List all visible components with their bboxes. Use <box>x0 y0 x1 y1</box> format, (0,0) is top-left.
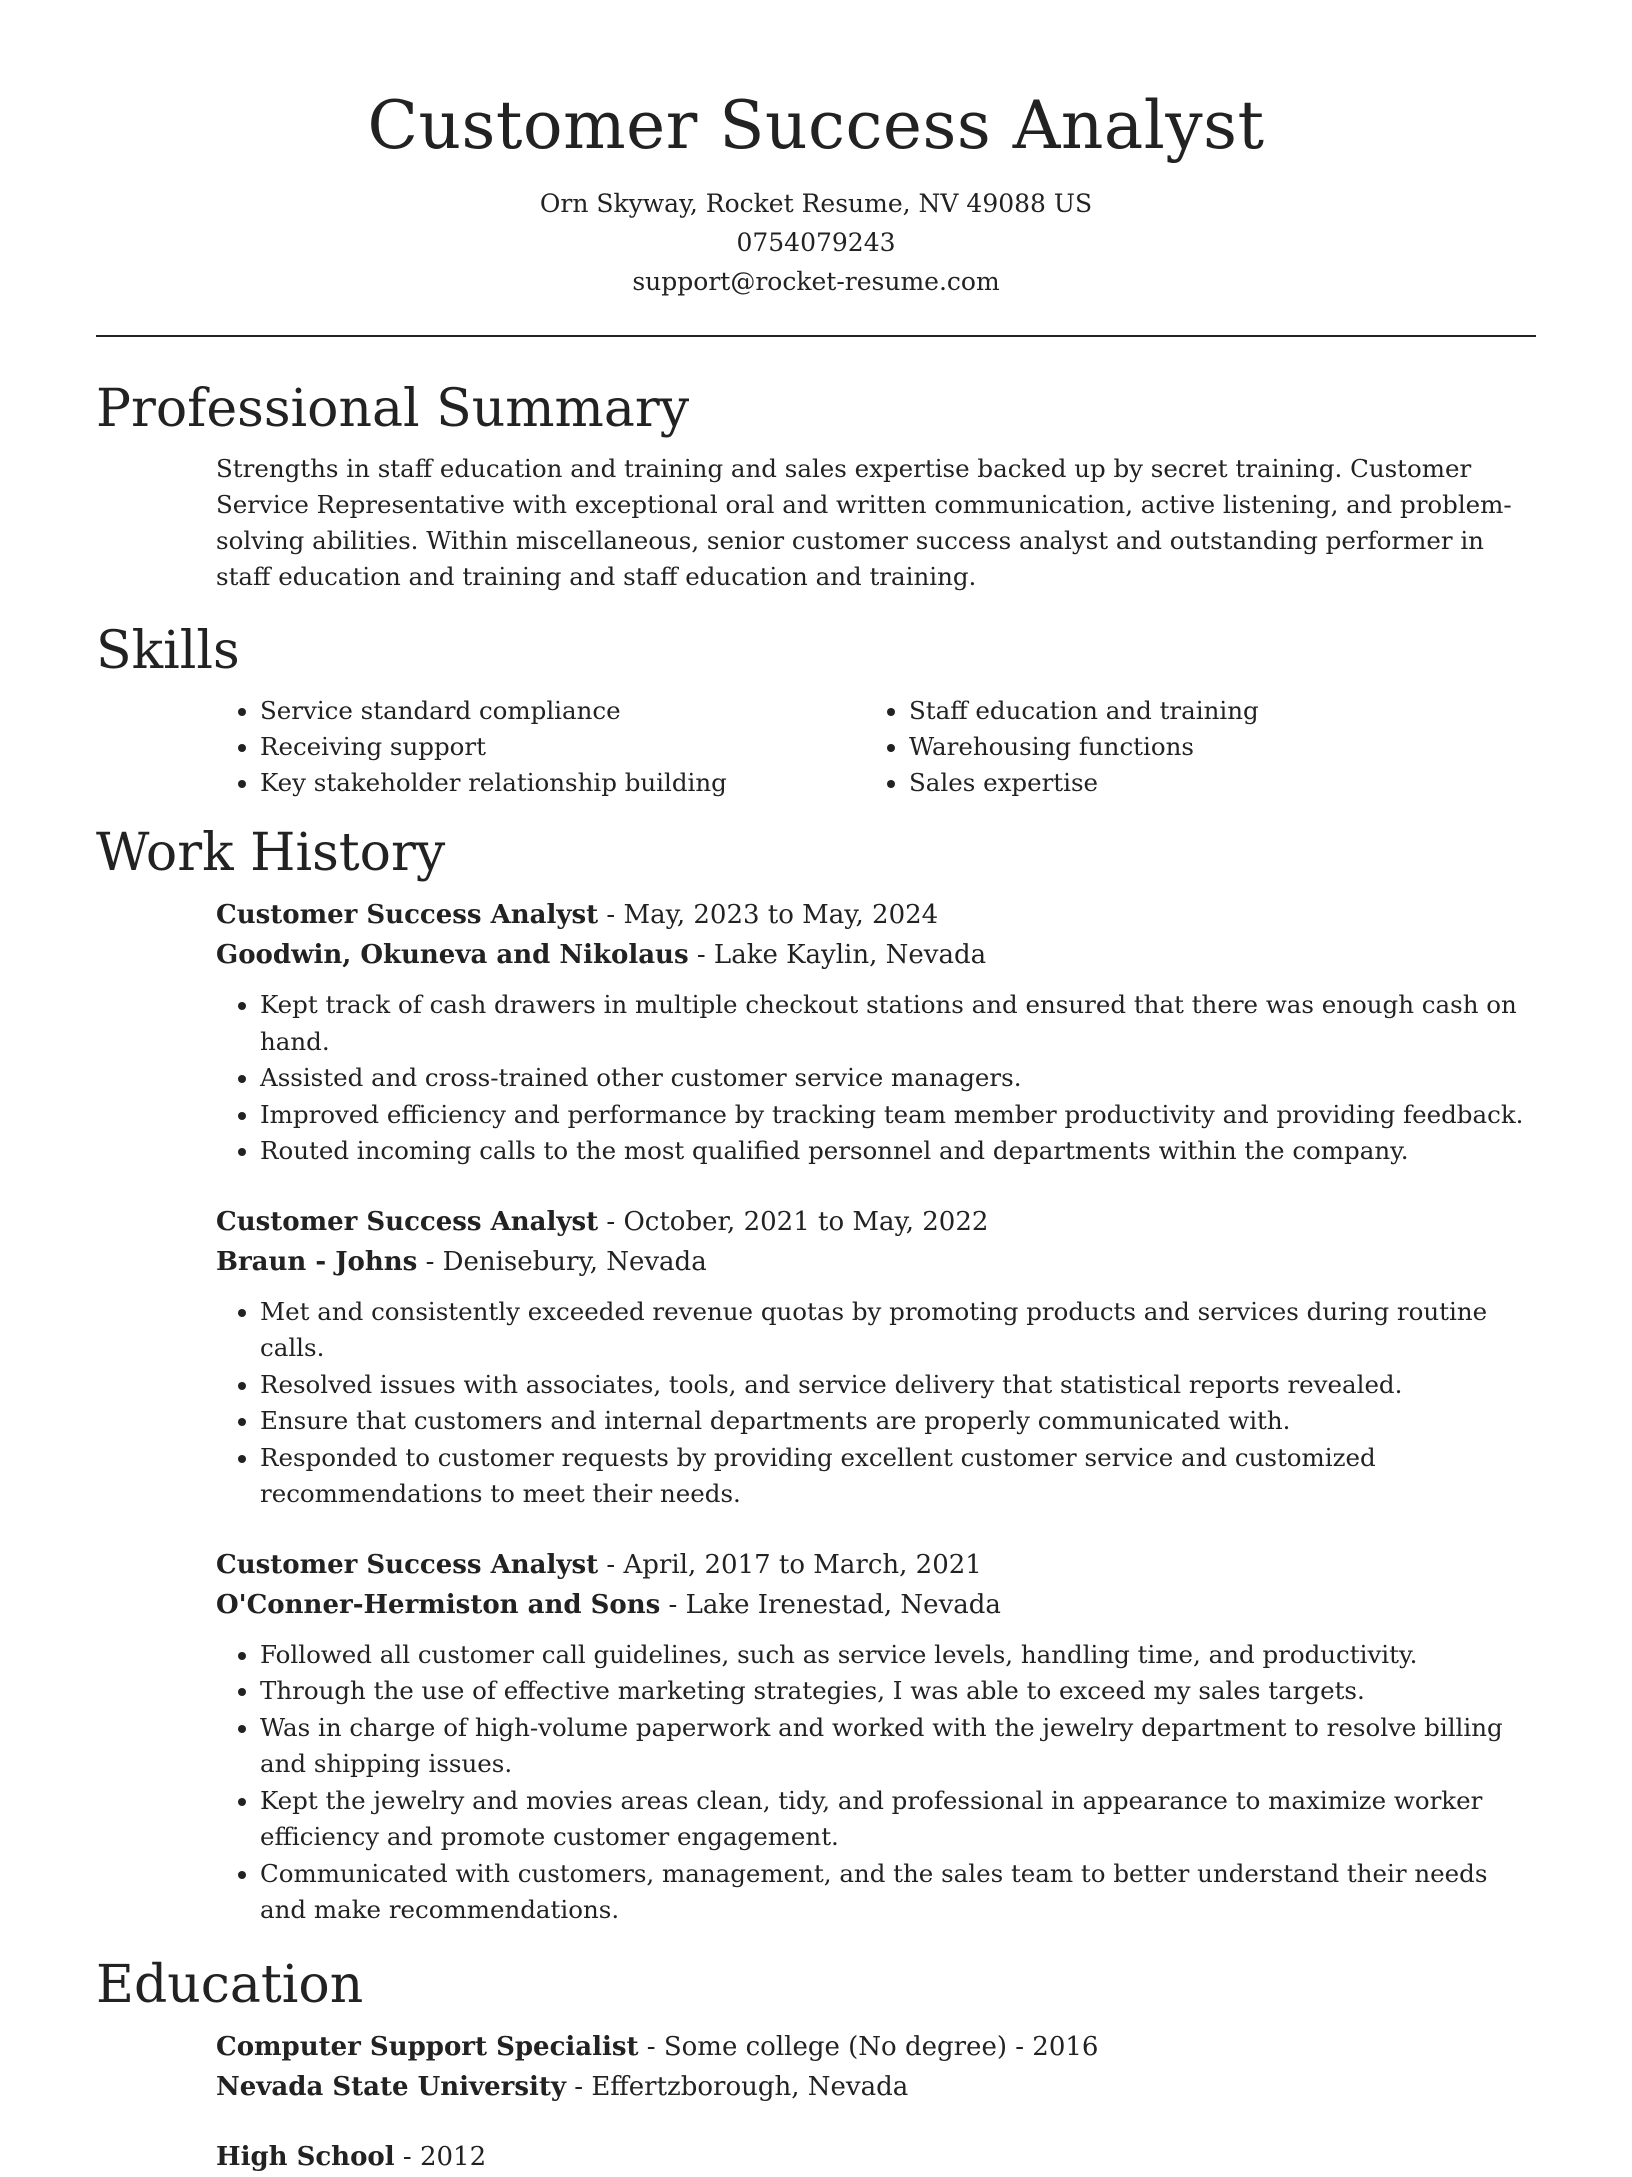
company-location: - Lake Kaylin, Nevada <box>688 940 987 970</box>
job-bullet: • Ensure that customers and internal departments are properly communicated with. <box>260 1403 1536 1440</box>
company-location: - Denisebury, Nevada <box>417 1246 707 1277</box>
skills-list <box>216 693 1536 801</box>
school-location: - Effertzborough, Nevada <box>566 2071 909 2102</box>
company-name: Braun - Johns <box>216 1246 418 1277</box>
degree-line <box>216 2027 1536 2067</box>
summary-section <box>96 379 1536 595</box>
job-bullet: • Followed all customer call guidelines, such as service levels, handling time, and productivity. <box>260 1637 1536 1674</box>
work-history-heading: Work History <box>96 823 446 883</box>
job-bullet: • Improved efficiency and performance by tracking team member productivity and providing feedback. <box>260 1097 1536 1134</box>
job-title-line <box>216 1202 1536 1242</box>
job-bullet: • Kept track of cash drawers in multiple checkout stations and ensured that there was enough cash on hand. <box>260 987 1536 1060</box>
job-bullet: • Routed incoming calls to the most qualified personnel and departments within the company. <box>260 1133 1536 1170</box>
skill-item: • Warehousing functions <box>909 729 1514 765</box>
job-entry <box>216 1202 1536 1513</box>
skills-column-left <box>216 693 865 801</box>
job-bullet: • Communicated with customers, management, and the sales team to better understand their needs and make recommendations. <box>260 1856 1536 1929</box>
degree-detail: - Some college (No degree) - 2016 <box>638 2031 1099 2062</box>
phone: 0754079243 <box>736 228 896 257</box>
job-bullets <box>216 1294 1536 1513</box>
education-entry <box>216 2137 1536 2177</box>
job-title-line <box>216 1545 1536 1585</box>
company-name: Goodwin, Okuneva and Nikolaus <box>216 940 689 970</box>
job-bullets <box>216 987 1536 1170</box>
job-bullet: • Through the use of effective marketing strategies, I was able to exceed my sales targets. <box>260 1673 1536 1710</box>
degree-line <box>216 2137 1536 2177</box>
education-entry <box>216 2027 1536 2107</box>
job-bullet: • Resolved issues with associates, tools, and service delivery that statistical reports revealed. <box>260 1367 1536 1404</box>
job-bullets <box>216 1637 1536 1929</box>
job-bullet: • Met and consistently exceeded revenue quotas by promoting products and services during routine calls. <box>260 1294 1536 1367</box>
company-line <box>216 1242 1536 1282</box>
degree-name: Computer Support Specialist <box>216 2031 639 2062</box>
company-line <box>216 1585 1536 1625</box>
skill-item: • Sales expertise <box>909 765 1514 801</box>
job-entry <box>216 895 1536 1170</box>
summary-text: Strengths in staff education and training and sales expertise backed up by secret training. Customer Service Representative with exceptional oral and written communication, active listening, and problem-solving abilities. Within miscellaneous, senior customer success analyst and outstanding performer in staff education and training and staff education and training. <box>216 454 1512 591</box>
job-title: Customer Success Analyst <box>216 1206 599 1237</box>
header-divider <box>96 335 1536 337</box>
skills-section <box>96 621 1536 801</box>
job-title: Customer Success Analyst <box>216 900 599 930</box>
company-line <box>216 935 1536 975</box>
education-heading: Education <box>96 1954 364 2015</box>
job-bullet: • Responded to customer requests by providing excellent customer service and customized recommendations to meet their needs. <box>260 1440 1536 1513</box>
job-bullet: • Kept the jewelry and movies areas clean, tidy, and professional in appearance to maximize worker efficiency and promote customer engagement. <box>260 1783 1536 1856</box>
skills-heading: Skills <box>96 621 240 681</box>
candidate-name: Customer Success Analyst <box>367 87 1265 164</box>
email: support@rocket-resume.com <box>632 267 1000 296</box>
skills-column-right <box>865 693 1514 801</box>
company-location: - Lake Irenestad, Nevada <box>660 1589 1001 1620</box>
job-dates: - May, 2023 to May, 2024 <box>598 900 939 930</box>
skill-item: • Receiving support <box>260 729 865 765</box>
job-bullet: • Assisted and cross-trained other customer service managers. <box>260 1060 1536 1097</box>
job-title-line <box>216 895 1536 935</box>
work-history-section <box>96 823 1536 1929</box>
job-bullet: • Was in charge of high-volume paperwork and worked with the jewelry department to resolve billing and shipping issues. <box>260 1710 1536 1783</box>
summary-heading: Professional Summary <box>96 379 690 439</box>
degree-detail: - 2012 <box>394 2141 487 2172</box>
degree-name: High School <box>216 2141 395 2172</box>
job-dates: - October, 2021 to May, 2022 <box>598 1206 989 1237</box>
resume-header <box>96 0 1536 301</box>
job-entry <box>216 1545 1536 1929</box>
skill-item: • Staff education and training <box>909 693 1514 729</box>
job-dates: - April, 2017 to March, 2021 <box>598 1549 982 1580</box>
skill-item: • Key stakeholder relationship building <box>260 765 865 801</box>
school-name: Nevada State University <box>216 2071 567 2102</box>
contact-block <box>96 184 1536 301</box>
education-section <box>96 1955 1536 2177</box>
skill-item: • Service standard compliance <box>260 693 865 729</box>
company-name: O'Conner-Hermiston and Sons <box>216 1589 661 1620</box>
job-title: Customer Success Analyst <box>216 1549 599 1580</box>
school-line <box>216 2067 1536 2107</box>
address: Orn Skyway, Rocket Resume, NV 49088 US <box>539 189 1093 218</box>
